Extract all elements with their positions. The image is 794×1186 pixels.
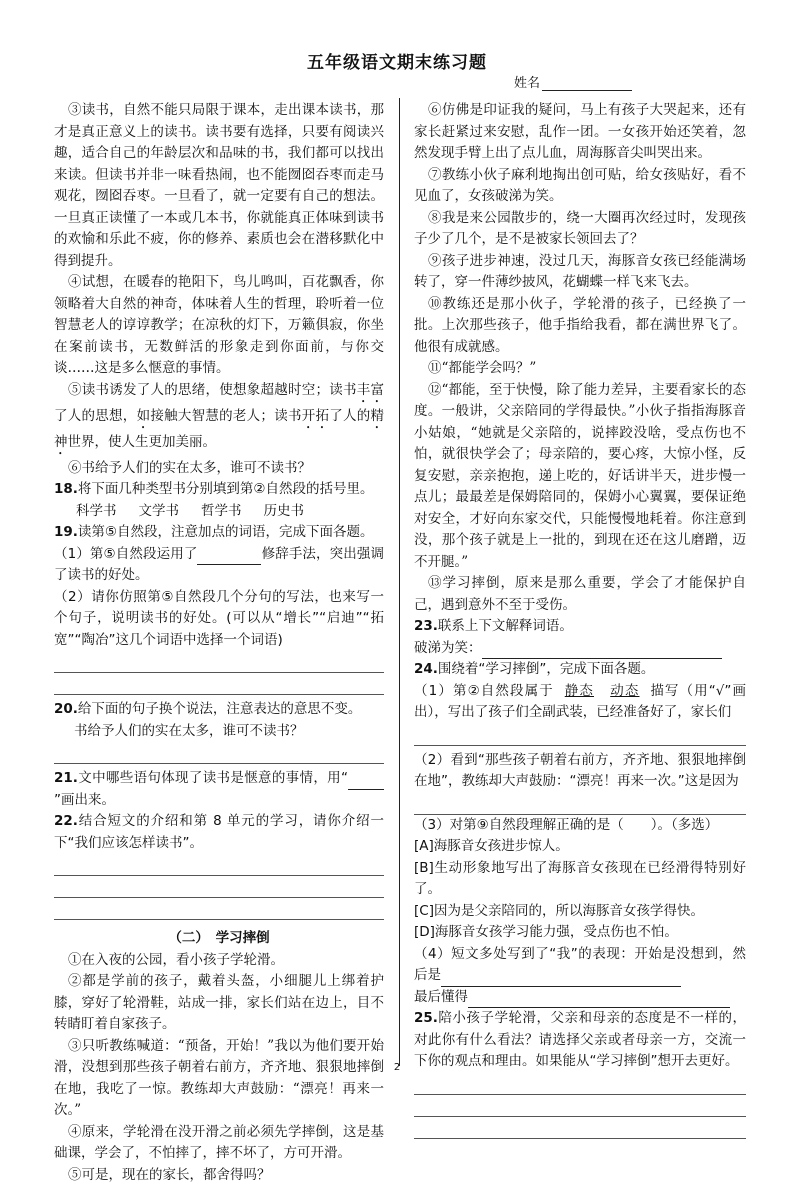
name-blank[interactable]: [542, 77, 632, 91]
story-paragraph-1: ①在入夜的公园，看小孩子学轮滑。: [54, 950, 384, 972]
question-text: 结合短文的介绍和第 8 单元的学习，请你介绍一下“我们应该怎样读书”。: [54, 813, 384, 851]
page-number: 2: [0, 1062, 794, 1073]
book-type-list: [54, 501, 384, 523]
book-type: 哲学书: [201, 503, 242, 519]
story-paragraph-10: ⑩教练还是那小伙子，学轮滑的孩子，已经换了一批。上次那些孩子，他手指给我看，都在满世界飞了。他很有成就感。: [414, 294, 746, 359]
p5-part: 接触大智慧的老人；读书: [150, 408, 301, 424]
question-24-2: （2）看到“那些孩子朝着右前方，齐齐地、狠狠地摔倒在地”，教练却大声鼓励：“漂亮！再来一次。”这是因为: [414, 750, 746, 793]
question-24-3: （3）对第⑨自然段理解正确的是（ ）。（多选）: [414, 815, 746, 837]
answer-blank[interactable]: [468, 993, 730, 1008]
question-text: ”画出来。: [54, 792, 115, 808]
question-text: 围绕着“学习摔倒”，完成下面各题。: [438, 661, 655, 677]
underline-mark: [348, 775, 384, 790]
question-24: [414, 659, 746, 681]
column-divider: [399, 98, 400, 1066]
name-label: 姓名: [514, 76, 540, 91]
dotted-word-enrich: 丰富: [357, 382, 384, 398]
story-paragraph-6: ⑥仿佛是印证我的疑问，马上有孩子大哭起来，还有家长赶紧过来安慰，乱作一团。一女孩开始还笑着，忽然发现手臂上出了点儿血，周海豚音尖叫哭出来。: [414, 100, 746, 165]
question-number: 25.: [414, 1010, 438, 1026]
story-paragraph-12: ⑫“都能，至于快慢，除了能力差异，主要看家长的态度。一般讲，父亲陪同的学得最快。”小伙子指指海豚音小姑娘，“她就是父亲陪的，说摔跤没啥，受点伤也不怕，就很快学会了；母亲陪的，要心疼，大惊小怪，反复安慰，亲亲抱抱，递上吃的，好话讲半天，进步慢一点儿；最最差是保姆陪同的，保姆小心翼翼，要保证绝对安全，才好向东家交代，只能慢慢地耗着。你注意到没，那个孩子就是上一批的，到现在还在这儿磨蹭，迈不开腿。”: [414, 380, 746, 574]
story-paragraph-2: ②都是学前的孩子，戴着头盔，小细腿儿上绑着护膝，穿好了轮滑鞋，站成一排，家长们站在边上，目不转睛盯着自家孩子。: [54, 971, 384, 1036]
story-paragraph-3: ③只听教练喊道：“预备，开始！”我以为他们要开始滑，没想到那些孩子朝着右前方，齐齐地、狠狠地摔倒在地，我吃了一惊。教练却大声鼓励：“漂亮！再来一次。”: [54, 1036, 384, 1122]
question-18: [54, 479, 384, 501]
book-type: 科学书: [76, 503, 117, 519]
question-text: 描写（用“√”画出），写出了孩子们全副武装，已经准备好了，家长们: [414, 683, 746, 721]
answer-line[interactable]: [414, 793, 746, 815]
answer-line[interactable]: [54, 898, 384, 920]
answer-line[interactable]: [54, 854, 384, 876]
choice-option-c[interactable]: [C]因为是父亲陪同的，所以海豚音女孩学得快。: [414, 901, 746, 923]
question-text: 读第⑤自然段，注意加点的词语，完成下面各题。: [78, 524, 374, 540]
question-text: （1）第②自然段属于: [414, 683, 554, 699]
answer-blank[interactable]: [197, 550, 261, 565]
dotted-word-spirit: 精神: [54, 408, 384, 450]
story-paragraph-8: ⑧我是来公园散步的，绕一大圈再次经过时，发现孩子少了几个，是不是被家长领回去了？: [414, 208, 746, 251]
dotted-word-expand: 开拓: [302, 408, 330, 424]
answer-line[interactable]: [54, 673, 384, 695]
question-number: 20.: [54, 701, 78, 717]
p5-part: ⑤读书诱发了人的思绪，使想象超越时空；读书: [68, 382, 357, 398]
p5-part: 了人的思想，: [54, 408, 137, 424]
book-type: 文学书: [139, 503, 180, 519]
story-paragraph-5: ⑤可是，现在的家长，都舍得吗？: [54, 1165, 384, 1186]
answer-line[interactable]: [54, 742, 384, 764]
question-text: （1）第⑤自然段运用了: [54, 546, 197, 562]
choice-option-b[interactable]: [B]生动形象地写出了海豚音女孩现在已经滑得特别好了。: [414, 858, 746, 901]
story-paragraph-13: ⑬学习摔倒，原来是那么重要，学会了才能保护自己，遇到意外不至于受伤。: [414, 573, 746, 616]
question-text: （4）短文多处写到了“我”的表现：开始是没想到，然后是: [414, 946, 746, 984]
question-text: 陪小孩子学轮滑，父亲和母亲的态度是不一样的，对此你有什么看法？请选择父亲或者母亲一方，交流一下你的观点和理由。如果能从“学习摔倒”想开去更好。: [414, 1010, 746, 1069]
book-type: 历史书: [264, 503, 305, 519]
question-number: 23.: [414, 618, 438, 634]
choice-option-a[interactable]: [A]海豚音女孩进步惊人。: [414, 836, 746, 858]
right-column: [414, 100, 746, 1139]
question-text: 最后懂得: [414, 989, 468, 1005]
paragraph-3: ③读书，自然不能只局限于课本，走出课本读书，那才是真正意义上的读书。读书要有选择，只要有阅读兴趣，适合自己的年龄层次和品味的书，我们都可以找出来读。但读书并非一味看热闹，也不能囫囵吞枣而走马观花，囫囵吞枣。一旦看了，就一定要有自己的想法。一旦真正读懂了一本或几本书，你就能真正体味到读书的欢愉和乐此不疲，你的修养、素质也会在潜移默化中得到提升。: [54, 100, 384, 272]
paragraph-5: [54, 380, 384, 458]
section-title: （二） 学习摔倒: [54, 928, 384, 950]
story-paragraph-7: ⑦教练小伙子麻利地掏出创可贴，给女孩贴好，看不见血了，女孩破涕为笑。: [414, 165, 746, 208]
question-number: 21.: [54, 770, 78, 786]
option-static[interactable]: 静态: [565, 683, 594, 699]
question-19: [54, 522, 384, 544]
question-23-word: [414, 638, 746, 660]
dotted-word-like: 如: [137, 408, 151, 424]
question-24-4: [414, 944, 746, 987]
question-text: 给下面的句子换个说法，注意表达的意思不变。: [78, 701, 362, 717]
answer-line[interactable]: [54, 876, 384, 898]
question-number: 19.: [54, 524, 78, 540]
answer-line[interactable]: [414, 1095, 746, 1117]
name-field: [514, 72, 632, 91]
answer-blank[interactable]: [482, 644, 722, 659]
answer-line[interactable]: [54, 651, 384, 673]
p5-part: 世界，使人生更加美丽。: [68, 434, 217, 450]
left-column: [54, 100, 384, 1186]
sentence-to-rewrite: 书给予人们的实在太多，谁可不读书？: [54, 721, 384, 743]
page-title: 五年级语文期末练习题: [0, 48, 794, 73]
paragraph-4: ④试想，在暖春的艳阳下，鸟儿鸣叫，百花飘香，你领略着大自然的神奇，体味着人生的哲理，聆听着一位智慧老人的谆谆教学；在凉秋的灯下，万籁俱寂，你坐在案前读书，无数鲜活的形象走到你面前，与你交谈……这是多么惬意的事情。: [54, 272, 384, 380]
story-paragraph-4: ④原来，学轮滑在没开滑之前必须先学摔倒，这是基础课，学会了，不怕摔了，摔不坏了，方可开滑。: [54, 1122, 384, 1165]
question-21: [54, 768, 384, 811]
story-paragraph-9: ⑨孩子进步神速，没过几天，海豚音女孩已经能满场转了，穿一件薄纱披风，花蝴蝶一样飞来飞去。: [414, 251, 746, 294]
question-24-4-end: [414, 987, 746, 1009]
question-number: 22.: [54, 813, 78, 829]
vocab-word: 破涕为笑：: [414, 640, 482, 656]
paragraph-6: ⑥书给予人们的实在太多，谁可不读书？: [54, 458, 384, 480]
question-19-1: [54, 544, 384, 587]
question-text: 文中哪些语句体现了读书是惬意的事情，用“: [78, 770, 348, 786]
question-22: [54, 811, 384, 854]
question-23: [414, 616, 746, 638]
answer-blank[interactable]: [441, 972, 681, 987]
question-24-1: [414, 681, 746, 724]
option-dynamic[interactable]: 动态: [610, 683, 639, 699]
answer-line[interactable]: [414, 1117, 746, 1139]
choice-option-d[interactable]: [D]海豚音女孩学习能力强，受点伤也不怕。: [414, 922, 746, 944]
answer-line[interactable]: [414, 1073, 746, 1095]
p5-part: 了人的: [329, 408, 370, 424]
question-text: 修辞手法，突出强调了读书的好处。: [54, 546, 384, 584]
story-paragraph-11: ⑪“都能学会吗？”: [414, 358, 746, 380]
question-19-2: （2）请你仿照第⑤自然段几个分句的写法，也来写一个句子，说明读书的好处。(可以从“增长”“启迪”“拓宽”“陶冶”这几个词语中选择一个词语): [54, 587, 384, 652]
answer-line[interactable]: [414, 724, 746, 746]
question-text: 将下面几种类型书分别填到第②自然段的括号里。: [78, 481, 374, 497]
question-number: 18.: [54, 481, 78, 497]
question-number: 24.: [414, 661, 438, 677]
question-text: 联系上下文解释词语。: [438, 618, 573, 634]
question-20: [54, 699, 384, 721]
